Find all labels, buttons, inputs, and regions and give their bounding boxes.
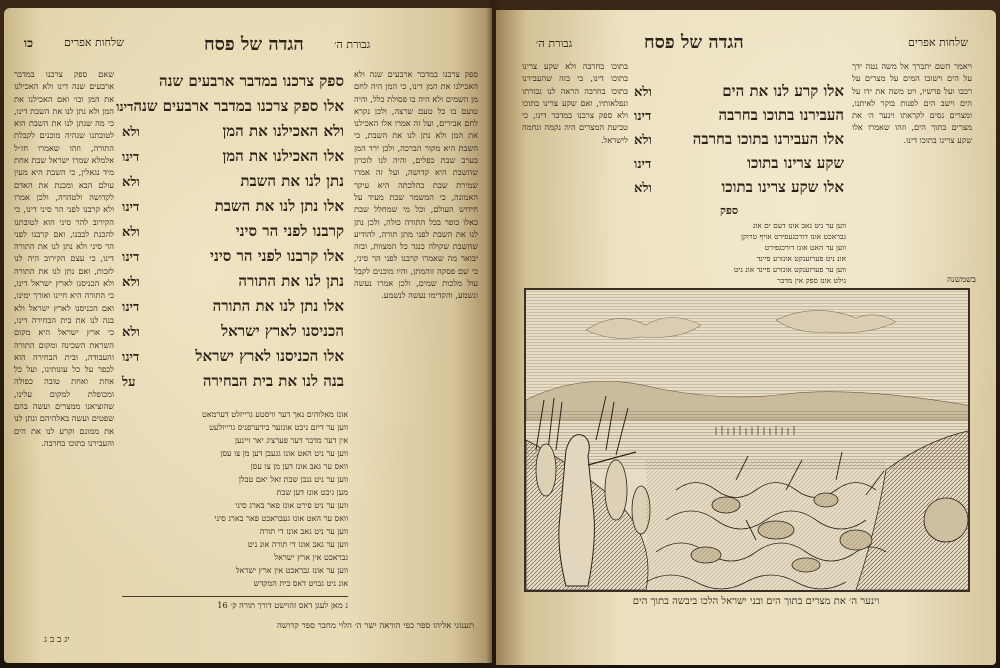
song-verse: אלו העבירנו בתוכו בחרבה xyxy=(692,130,844,148)
song-line xyxy=(634,106,844,130)
song-verse: אלו קרע לנו את הים xyxy=(722,82,844,100)
left-gevura-header: גבורת ה׳ xyxy=(334,38,371,51)
right-page-commentary-column xyxy=(852,60,972,280)
song-verse: ספק צרכנו במדבר ארבעים שנה xyxy=(159,72,344,90)
translation-line: ווען ער דיזם ניכט אונזער בידערפניס גרייזלעט xyxy=(209,423,348,432)
translation-line: ווען ער פערזענקט אונזרע פיינד אונ ניט xyxy=(734,265,846,274)
song-refrain: דינו xyxy=(634,109,652,124)
song-verse: אלו ספק צרכנו במדבר ארבעים שנה xyxy=(133,97,344,115)
translation-line: גבראכט אונז דורכגעפירט אויף טרוקן xyxy=(741,232,846,241)
yiddish-translation-left xyxy=(124,408,348,590)
song-line xyxy=(634,82,844,106)
translation-line: ווען ער ניט האט אונז גגעבן דען מן צו עסן xyxy=(220,449,348,458)
song-line xyxy=(122,322,344,347)
yiddish-translation-right xyxy=(626,220,846,286)
right-gevura-header: גבורת ה׳ xyxy=(536,37,573,50)
catchword: בשמשנה xyxy=(947,275,976,285)
translation-line: ווען ער ניט גנבן שבת זאל יאם טבלן xyxy=(238,475,348,484)
song-verse: אלו קרבנו לפני הר סיני xyxy=(210,247,344,265)
song-refrain: דינו xyxy=(116,100,134,115)
translation-line: ווען ער האט אונז דורכגפירט xyxy=(764,243,846,252)
song-line xyxy=(634,130,844,154)
translation-line: ווען ער גאב אונז די תורה אונ ניט xyxy=(247,540,348,549)
engraving-caption: וינער ה׳ את מצרים בתוך הים ובני ישראל הלכו ביבשה בתוך הים xyxy=(632,596,880,607)
song-refrain: ולא xyxy=(122,275,140,290)
song-line xyxy=(122,297,344,322)
section-word: ספק xyxy=(720,204,739,217)
song-line xyxy=(122,72,344,97)
signature-marks: יג ב ב ג xyxy=(44,635,70,645)
song-line xyxy=(122,122,344,147)
song-verse: העבירנו בתוכו בחרבה xyxy=(718,106,844,124)
translation-line: ווען ער ניט גאב אונז די תורה xyxy=(259,527,348,536)
song-verse: אלו האכילנו את המן xyxy=(222,147,344,165)
song-refrain: ולא xyxy=(634,133,652,148)
right-page-title: הגדה של פסח xyxy=(644,32,744,53)
song-line xyxy=(122,222,344,247)
translation-line: וואס ער האט אונז געבראכט פאר בארג סיני xyxy=(214,514,348,523)
dayenu-song-right xyxy=(634,82,844,202)
song-refrain: ולא xyxy=(634,181,652,196)
song-line xyxy=(122,272,344,297)
left-commentary-column xyxy=(14,68,114,568)
song-verse: אלו נתן לנו את התורה xyxy=(212,297,344,315)
song-line xyxy=(634,154,844,178)
engraving-illustration xyxy=(526,290,970,592)
song-refrain: דינו xyxy=(634,157,652,172)
song-line xyxy=(122,347,344,372)
song-refrain: דינו xyxy=(122,150,140,165)
translation-line: אונז מאלוהים נאך דער וויסטע גרייזלט דערמאט xyxy=(202,410,348,419)
translation-line: גילט אונז ספק אין מדבר xyxy=(777,276,846,285)
song-refrain: ולא xyxy=(122,225,140,240)
right-page-commentary-top xyxy=(522,60,628,270)
left-page xyxy=(4,8,492,663)
song-verse: אלו נתן לנו את השבת xyxy=(214,197,344,215)
translation-line: אונ ניט גבויט דאס בית המקדש xyxy=(253,579,348,588)
song-refrain: דינו xyxy=(122,350,140,365)
song-refrain: דינו xyxy=(122,300,140,315)
red-sea-engraving xyxy=(524,288,970,592)
song-verse: שקע צרינו בתוכו xyxy=(747,154,844,172)
translation-line: וואס ער גאב אונז דען מן צו עסן xyxy=(250,462,348,471)
left-commentary-text: שאם ספק צרכנו במדבר ארבעים שנה דינו ולא האכילנו את המן וכו׳ ואם האכילנו את המן ולא נתן לנו את השבת דינו, כי מה שנתן לנו את השבת הוא לטובתנו שנהיה מוכנים לקבלת התורה, וזהו שאמרו חז״ל אלמלא שמרו ישראל שבת אחת מיד נגאלין, כי השבת היא מעין עולם הבא ומכנת את האדם לקדושה ולטהרה, ולכן אמרו ולא קרבנו לפני הר סיני דינו, כי הקירוב להר סיני הוא לטובתנו להכנת לבבנו, ואם קרבנו לפני הר סיני ולא נתן לנו את התורה דינו, כי עצם הקירוב היה לנו לזכות, ואם נתן לנו את התורה ולא הכניסנו לארץ ישראל דינו, כי התורה היא חיינו ואורך ימינו, ואם הכניסנו לארץ ישראל ולא בנה לנו את בית הבחירה דינו, כי ארץ ישראל היא מקום השראת השכינה ומקום התורה והעבודה, ובית הבחירה הוא לכפר על כל עונותינו, ועל כל אחת ואחת טובה כפולה ומכופלת למקום עלינו, שהוציאנו ממצרים ועשה בהם שפטים ועשה באלהיהם ונתן לנו את ממונם וקרע לנו את הים והעבירנו בתוכו בחרבה. xyxy=(14,69,114,448)
translation-line: גבראכט אין ארץ ישראל xyxy=(274,553,348,562)
song-refrain: על xyxy=(122,375,136,390)
song-verse: ולא האכילנו את המן xyxy=(222,122,344,140)
song-verse: אלו הכניסנו לארץ ישראל xyxy=(195,347,344,365)
song-verse: בנה לנו את בית הבחירה xyxy=(202,372,344,390)
dayenu-song-left xyxy=(116,72,344,397)
song-verse: נתן לנו את התורה xyxy=(238,272,344,290)
song-refrain: ולא xyxy=(122,175,140,190)
right-page xyxy=(496,10,996,665)
translation-line: אין דער מדבר דער פערציג יאר זיינען xyxy=(234,436,348,445)
right-commentary-text: ספק צרכנו במדבר ארבעים שנה ולא האכילנו את המן דינו, כי המן היה לחם מן השמים ולא היה בו פסולת כלל, והיה טועם בו כל טעם שרצה, ולכן נקרא לחם אבירים, ועל זה אמרו אלו האכילנו את המן ולא נתן לנו את השבת, כי השבת היא מקור הברכה, ולכן ירד המן בערב שבת כפלים, והיה לנו לזכרון שהשבת היא קדושה, ועל זה אמרו שמירת שבת כהלכתה היא עיקר האמונה, כי המשמר שבת מעיד על חידוש העולם, וכל מי שמחלל שבת כאלו כופר בכל התורה כולה, ולכן נתן לנו את השבת לפני מתן תורה, להודיע שהשבת שקולה כנגד כל המצוות, ובזה יבואר מה שאמרו קרבנו לפני הר סיני, כי שם פסקה זוהמתן, והיו מוכנים לקבל עול מלכות שמים, ולכן אמרו נעשה ונשמע, והקדימו נעשה לנשמע. xyxy=(354,69,478,301)
bottom-line: תענוגי אליהו ספר כפי הוראה ישר ה׳ הלוי מחבר ספר קדושה xyxy=(277,621,474,631)
song-verse: הכניסנו לארץ ישראל xyxy=(221,322,344,340)
song-refrain: דינו xyxy=(122,250,140,265)
translation-line: אונ ניט פערזענקט אונזרע פיינד xyxy=(756,254,846,263)
song-line xyxy=(116,97,344,122)
song-line xyxy=(122,372,344,397)
song-refrain: ולא xyxy=(634,85,652,100)
song-line xyxy=(122,147,344,172)
song-verse: קרבנו לפני הר סיני xyxy=(235,222,344,240)
song-verse: אלו שקע צרינו בתוכו xyxy=(721,178,844,196)
left-page-number: כו xyxy=(24,36,33,50)
song-line xyxy=(122,172,344,197)
footnote-rule xyxy=(122,596,348,597)
translation-line: מען גיבט אונז דען שבת xyxy=(276,488,348,497)
song-line xyxy=(122,247,344,272)
song-refrain: דינו xyxy=(122,200,140,215)
footnote: ג מאן לעגן דאס זהוישט דורך תורה ק׳ 16 xyxy=(217,600,348,610)
song-refrain: ולא xyxy=(122,325,140,340)
translation-line: ווען ער ניט פירט אונז פאר בארג סיני xyxy=(235,501,348,510)
song-line xyxy=(634,178,844,202)
right-commentary-column xyxy=(354,68,478,638)
right-column-text: ויאמר השם יתברך אל משה נטה ידך על הים וישובו המים על מצרים על רכבו ועל פרשיו, ויט משה את ידו על הים וישב הים לפנות בוקר לאיתנו, ומצרים נסים לקראתו וינער ה׳ את מצרים בתוך הים, וזהו שאמרו אלו שקע צרינו בתוכו דינו. xyxy=(852,61,972,145)
song-verse: נתן לנו את השבת xyxy=(240,172,344,190)
left-page-title: הגדה של פסח xyxy=(204,34,304,55)
commentary-top-text: בתוכו בחרבה ולא שקע צרינו בתוכו דינו, כי בזה שהעבירנו בתוכו בחרבה הראה לנו גבורתו ונפלאותיו, ואם שקע צרינו בתוכו ולא ספק צרכנו במדבר דינו, כי טביעת המצרים היה נקמה ונחמה לישראל. xyxy=(522,61,628,145)
left-lesson-header: שלחות אפרים xyxy=(64,36,124,49)
right-lesson-header: שלחות אפרים xyxy=(908,36,968,49)
song-refrain: ולא xyxy=(122,125,140,140)
translation-line: ווען ער ניט גאב אונז דעם ים אונ xyxy=(752,221,846,230)
song-line xyxy=(122,197,344,222)
translation-line: ווען ער אונז גבראכט אין ארץ ישראל xyxy=(235,566,348,575)
